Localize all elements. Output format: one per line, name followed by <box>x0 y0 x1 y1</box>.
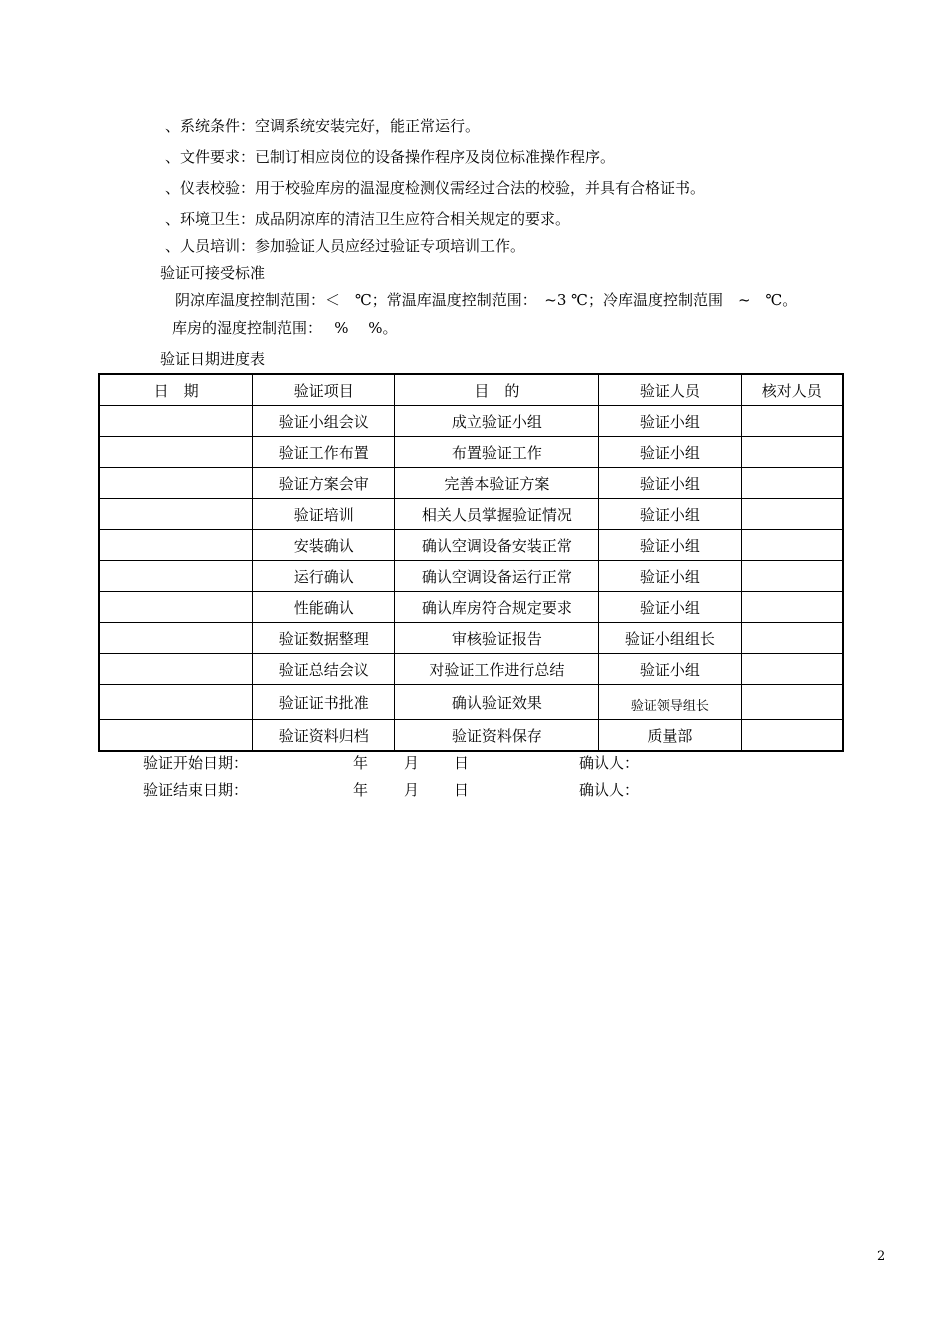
end-date-year: 年 <box>353 781 369 799</box>
cell-date <box>99 623 253 654</box>
cell-purpose: 确认库房符合规定要求 <box>395 592 599 623</box>
cell-date <box>99 468 253 499</box>
cell-purpose: 完善本验证方案 <box>395 468 599 499</box>
cell-date <box>99 592 253 623</box>
cell-date <box>99 406 253 437</box>
cell-purpose: 确认空调设备安装正常 <box>395 530 599 561</box>
cell-item: 验证小组会议 <box>253 406 395 437</box>
cell-checker <box>741 623 843 654</box>
acceptance-temperature: 阴凉库温度控制范围：＜ ℃；常温库温度控制范围： ~3 ℃；冷库温度控制范围 ~ ℃。 <box>175 291 798 309</box>
header-date: 日 期 <box>99 374 253 406</box>
cell-date <box>99 685 253 720</box>
cell-purpose: 布置验证工作 <box>395 437 599 468</box>
cell-item: 验证方案会审 <box>253 468 395 499</box>
cell-staff: 验证小组 <box>599 437 741 468</box>
end-date-day: 日 <box>454 781 470 799</box>
cell-purpose: 对验证工作进行总结 <box>395 654 599 685</box>
cell-item: 验证总结会议 <box>253 654 395 685</box>
start-date-month: 月 <box>404 754 420 772</box>
table-row <box>99 499 843 530</box>
cell-purpose: 相关人员掌握验证情况 <box>395 499 599 530</box>
cell-date <box>99 654 253 685</box>
cell-item: 验证工作布置 <box>253 437 395 468</box>
cell-item: 安装确认 <box>253 530 395 561</box>
cell-date <box>99 720 253 752</box>
cell-staff: 验证小组 <box>599 499 741 530</box>
cell-checker <box>741 437 843 468</box>
table-row <box>99 592 843 623</box>
end-confirm-label: 确认人： <box>579 781 640 799</box>
prereq-item: 、人员培训：参加验证人员应经过验证专项培训工作。 <box>165 237 526 255</box>
cell-purpose: 确认空调设备运行正常 <box>395 561 599 592</box>
cell-staff: 验证小组 <box>599 530 741 561</box>
cell-staff: 验证领导组长 <box>599 685 741 720</box>
table-row <box>99 623 843 654</box>
cell-checker <box>741 530 843 561</box>
cell-item: 验证资料归档 <box>253 720 395 752</box>
header-checker: 核对人员 <box>741 374 843 406</box>
header-item: 验证项目 <box>253 374 395 406</box>
cell-checker <box>741 720 843 752</box>
cell-date <box>99 561 253 592</box>
cell-purpose: 验证资料保存 <box>395 720 599 752</box>
cell-staff: 验证小组组长 <box>599 623 741 654</box>
table-row <box>99 720 843 752</box>
start-date-day: 日 <box>454 754 470 772</box>
prereq-item: 、仪表校验：用于校验库房的温湿度检测仪需经过合法的校验，并具有合格证书。 <box>165 179 706 197</box>
cell-item: 性能确认 <box>253 592 395 623</box>
cell-item: 验证培训 <box>253 499 395 530</box>
start-date-label: 验证开始日期： <box>143 754 249 772</box>
cell-checker <box>741 468 843 499</box>
header-staff: 验证人员 <box>599 374 741 406</box>
end-date-month: 月 <box>404 781 420 799</box>
schedule-heading: 验证日期进度表 <box>160 350 266 368</box>
start-date-year: 年 <box>353 754 369 772</box>
page-number: 2 <box>877 1249 886 1264</box>
prereq-item: 、环境卫生：成品阴凉库的清洁卫生应符合相关规定的要求。 <box>165 210 571 228</box>
acceptance-heading: 验证可接受标准 <box>160 264 266 282</box>
cell-staff: 验证小组 <box>599 468 741 499</box>
table-row <box>99 685 843 720</box>
cell-date <box>99 530 253 561</box>
table-row <box>99 654 843 685</box>
cell-item: 验证证书批准 <box>253 685 395 720</box>
table-row <box>99 437 843 468</box>
cell-staff: 验证小组 <box>599 654 741 685</box>
cell-date <box>99 437 253 468</box>
cell-staff: 验证小组 <box>599 561 741 592</box>
cell-purpose: 确认验证效果 <box>395 685 599 720</box>
cell-item: 运行确认 <box>253 561 395 592</box>
table-row <box>99 530 843 561</box>
prereq-item: 、文件要求：已制订相应岗位的设备操作程序及岗位标准操作程序。 <box>165 148 616 166</box>
cell-staff: 验证小组 <box>599 406 741 437</box>
cell-checker <box>741 654 843 685</box>
table-header-row <box>99 374 843 406</box>
cell-checker <box>741 499 843 530</box>
cell-checker <box>741 592 843 623</box>
cell-staff: 质量部 <box>599 720 741 752</box>
table-row <box>99 561 843 592</box>
cell-checker <box>741 561 843 592</box>
cell-item: 验证数据整理 <box>253 623 395 654</box>
end-date-label: 验证结束日期： <box>143 781 249 799</box>
cell-staff: 验证小组 <box>599 592 741 623</box>
schedule-table <box>98 373 844 752</box>
cell-checker <box>741 406 843 437</box>
cell-purpose: 成立验证小组 <box>395 406 599 437</box>
acceptance-humidity: 库房的湿度控制范围： % %。 <box>172 319 398 337</box>
prereq-item: 、系统条件：空调系统安装完好，能正常运行。 <box>165 117 481 135</box>
cell-checker <box>741 685 843 720</box>
start-confirm-label: 确认人： <box>579 754 640 772</box>
table-row <box>99 406 843 437</box>
table-row <box>99 468 843 499</box>
cell-purpose: 审核验证报告 <box>395 623 599 654</box>
cell-date <box>99 499 253 530</box>
header-purpose: 目 的 <box>395 374 599 406</box>
